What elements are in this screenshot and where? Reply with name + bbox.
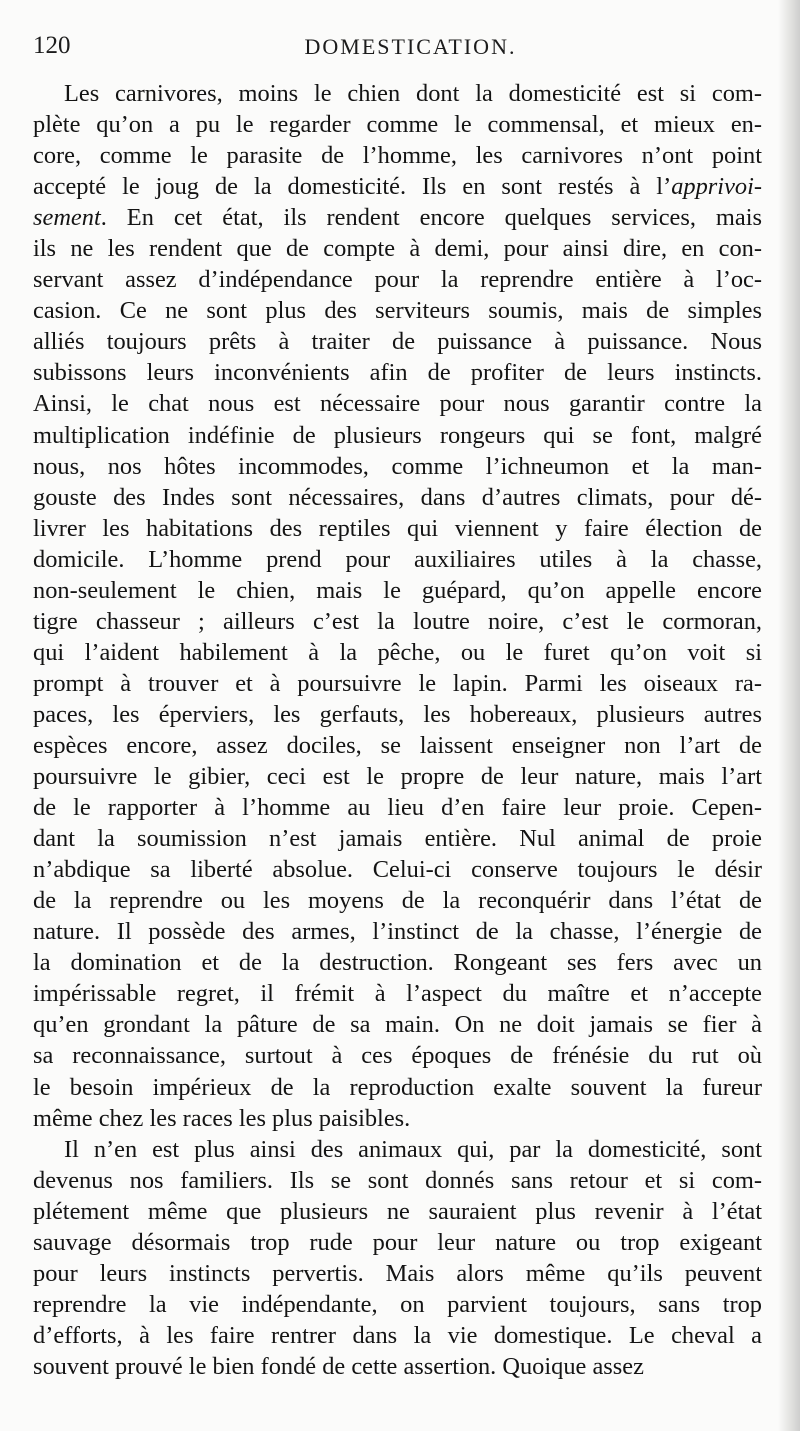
text-line: d’efforts, à les faire rentrer dans la vie domestique. Le cheval a bbox=[33, 1321, 762, 1349]
paragraph-1 bbox=[33, 78, 762, 1134]
body-text bbox=[33, 78, 762, 1382]
text-line: livrer les habitations des reptiles qui viennent y faire élection de bbox=[33, 514, 762, 542]
text-line: plète qu’on a pu le regarder comme le commensal, et mieux en- bbox=[33, 111, 762, 139]
text-line: nature. Il possède des armes, l’instinct de la chasse, l’énergie de bbox=[33, 918, 762, 946]
text-line: servant assez d’indépendance pour la reprendre entière à l’oc- bbox=[33, 266, 762, 294]
paragraph-2 bbox=[33, 1134, 762, 1382]
text-line: dant la soumission n’est jamais entière. Nul animal de proie bbox=[33, 825, 762, 853]
page-number: 120 bbox=[33, 32, 71, 59]
text-line: ils ne les rendent que de compte à demi, pour ainsi dire, en con- bbox=[33, 235, 762, 263]
text-line: Ainsi, le chat nous est nécessaire pour nous garantir contre la bbox=[33, 390, 762, 418]
text-line: Il n’en est plus ainsi des animaux qui, par la domesticité, sont bbox=[64, 1135, 762, 1163]
header-title: DOMESTICATION. bbox=[304, 34, 517, 59]
text-line: casion. Ce ne sont plus des serviteurs soumis, mais de simples bbox=[33, 297, 762, 325]
text-line: domicile. L’homme prend pour auxiliaires utiles à la chasse, bbox=[33, 545, 762, 573]
text-line: sement. En cet état, ils rendent encore quelques services, mais bbox=[33, 204, 762, 232]
text-line: même chez les races les plus paisibles. bbox=[33, 1104, 411, 1132]
text-line: accepté le joug de la domesticité. Ils en sont restés à l’apprivoi- bbox=[33, 173, 762, 201]
text-line: poursuivre le gibier, ceci est le propre de leur nature, mais l’art bbox=[33, 763, 762, 791]
text-line: la domination et de la destruction. Rongeant ses fers avec un bbox=[33, 949, 762, 977]
text-line: alliés toujours prêts à traiter de puissance à puissance. Nous bbox=[33, 328, 762, 356]
text-line: pour leurs instincts pervertis. Mais alors même qu’ils peuvent bbox=[33, 1259, 762, 1287]
text-line: prompt à trouver et à poursuivre le lapin. Parmi les oiseaux ra- bbox=[33, 669, 762, 697]
text-line: qu’en grondant la pâture de sa main. On ne doit jamais se fier à bbox=[33, 1011, 762, 1039]
text-line: devenus nos familiers. Ils se sont donnés sans retour et si com- bbox=[33, 1166, 762, 1194]
text-line: de la reprendre ou les moyens de la reconquérir dans l’état de bbox=[33, 887, 762, 915]
page-gutter-shadow bbox=[778, 0, 800, 1431]
running-head bbox=[33, 32, 748, 64]
text-line: plétement même que plusieurs ne sauraient plus revenir à l’état bbox=[33, 1197, 762, 1225]
text-line: sauvage désormais trop rude pour leur nature ou trop exigeant bbox=[33, 1228, 762, 1256]
text-line: impérissable regret, il frémit à l’aspect du maître et n’accepte bbox=[33, 980, 762, 1008]
text-line: reprendre la vie indépendante, on parvient toujours, sans trop bbox=[33, 1290, 762, 1318]
text-line: Les carnivores, moins le chien dont la domesticité est si com- bbox=[64, 80, 762, 107]
text-line: gouste des Indes sont nécessaires, dans d’autres climats, pour dé- bbox=[33, 483, 762, 511]
text-line: espèces encore, assez dociles, se laissent enseigner non l’art de bbox=[33, 731, 762, 759]
text-line: de le rapporter à l’homme au lieu d’en faire leur proie. Cepen- bbox=[33, 794, 762, 822]
text-line: souvent prouvé le bien fondé de cette assertion. Quoique assez bbox=[33, 1352, 644, 1380]
text-line: multiplication indéfinie de plusieurs rongeurs qui se font, malgré bbox=[33, 421, 762, 449]
text-line: paces, les éperviers, les gerfauts, les hobereaux, plusieurs autres bbox=[33, 700, 762, 728]
italic-term: apprivoi- bbox=[671, 173, 762, 201]
text-line: nous, nos hôtes incommodes, comme l’ichneumon et la man- bbox=[33, 452, 762, 480]
text-line: qui l’aident habilement à la pêche, ou le furet qu’on voit si bbox=[33, 638, 762, 666]
text-line: core, comme le parasite de l’homme, les carnivores n’ont point bbox=[33, 142, 762, 170]
italic-term: sement bbox=[33, 204, 101, 232]
text-line: tigre chasseur ; ailleurs c’est la loutre noire, c’est le cormoran, bbox=[33, 607, 762, 635]
text-line: sa reconnaissance, surtout à ces époques de frénésie du rut où bbox=[33, 1042, 762, 1070]
text-line: n’abdique sa liberté absolue. Celui-ci conserve toujours le désir bbox=[33, 856, 762, 884]
text-line: non-seulement le chien, mais le guépard, qu’on appelle encore bbox=[33, 576, 762, 604]
text-line: le besoin impérieux de la reproduction exalte souvent la fureur bbox=[33, 1073, 762, 1101]
text-line: subissons leurs inconvénients afin de profiter de leurs instincts. bbox=[33, 359, 762, 387]
